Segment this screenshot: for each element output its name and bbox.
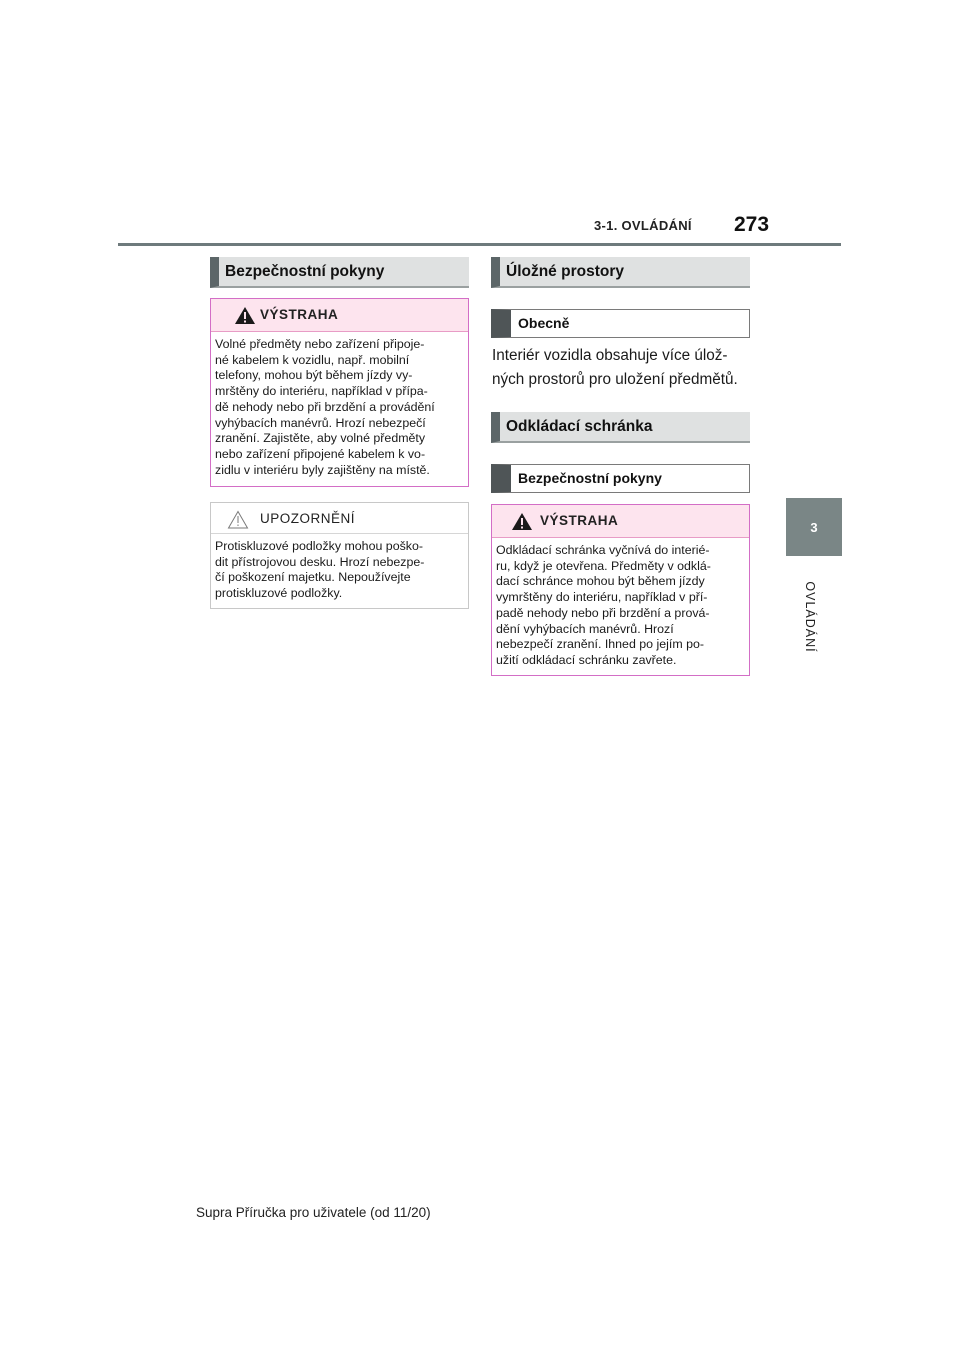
intro-paragraph	[492, 344, 752, 392]
section-heading-text: Úložné prostory	[506, 263, 624, 280]
notice-title: UPOZORNĚNÍ	[260, 511, 356, 526]
warning-line: né kabelem k vozidlu, např. mobilní	[215, 352, 410, 367]
chapter-tab[interactable]	[786, 498, 842, 556]
warning-line: nebo zařízení připojené kabelem k vo-	[215, 446, 426, 461]
footer-text: Supra Příručka pro uživatele (od 11/20)	[196, 1205, 431, 1220]
section-label: 3-1. OVLÁDÁNÍ	[594, 218, 692, 233]
warning-line: Odkládací schránka vyčnívá do interié-	[496, 543, 710, 557]
warning-line: dění vyhýbacích manévrů. Hrozí	[496, 621, 674, 636]
notice-line: dit přístrojovou desku. Hrozí nebezpe-	[215, 554, 425, 569]
warning-title: VÝSTRAHA	[540, 513, 619, 528]
chapter-side-label	[800, 570, 820, 670]
subheading-text: Obecně	[518, 315, 570, 331]
warning-line: dací schránce mohou být během jízdy	[496, 574, 705, 589]
warning-line: dě nehody nebo při brzdění a provádění	[215, 399, 435, 414]
page-number: 273	[734, 213, 770, 236]
paragraph-line: ných prostorů pro uložení předmětů.	[492, 371, 738, 388]
warning-triangle-outline-icon	[227, 510, 249, 529]
section-heading-safety	[210, 257, 469, 288]
notice-line: Protiskluzové podložky mohou poško-	[215, 539, 423, 553]
warning-line: padě nehody nebo při brzdění a prová-	[496, 605, 710, 620]
chapter-number: 3	[810, 519, 818, 535]
warning-line: mrštěny do interiéru, například v přípa-	[215, 384, 428, 399]
subheading-safety	[491, 464, 750, 493]
paragraph-line: Interiér vozidla obsahuje více úlož-	[492, 347, 728, 364]
warning-line: zranění. Zajistěte, aby volné předměty	[215, 431, 426, 446]
warning-triangle-filled-icon	[511, 512, 533, 531]
notice-text	[211, 534, 468, 602]
warning-line: nebezpečí zranění. Ihned po jejím po-	[496, 637, 705, 652]
notice-box-left	[210, 502, 469, 609]
section-heading-storage	[491, 257, 750, 288]
warning-header	[492, 505, 749, 538]
warning-text	[211, 332, 468, 478]
notice-header	[211, 503, 468, 534]
subheading-general	[491, 309, 750, 338]
warning-line: Volné předměty nebo zařízení připoje-	[215, 337, 425, 351]
warning-text	[492, 538, 749, 669]
notice-line: čí poškození majetku. Nepoužívejte	[215, 570, 411, 585]
header-rule	[118, 243, 841, 246]
warning-header	[211, 299, 468, 332]
section-heading-text: Bezpečnostní pokyny	[225, 263, 385, 280]
section-heading-glovebox	[491, 412, 750, 443]
warning-line: vyhýbacích manévrů. Hrozí nebezpečí	[215, 415, 426, 430]
warning-line: zidlu v interiéru byly zajištěny na místě.	[215, 462, 430, 477]
warning-line: ru, když je otevřena. Předměty v odklá-	[496, 558, 711, 573]
warning-line: užití odkládací schránku zavřete.	[496, 652, 677, 667]
warning-title: VÝSTRAHA	[260, 307, 339, 322]
warning-box-left	[210, 298, 469, 487]
warning-line: telefony, mohou být během jízdy vy-	[215, 368, 413, 383]
chapter-label: OVLÁDÁNÍ	[803, 581, 817, 653]
subheading-text: Bezpečnostní pokyny	[518, 470, 662, 486]
notice-line: protiskluzové podložky.	[215, 586, 343, 601]
warning-line: vymrštěny do interiéru, například v pří-	[496, 590, 708, 605]
warning-triangle-filled-icon	[234, 306, 256, 325]
section-heading-text: Odkládací schránka	[506, 418, 653, 435]
warning-box-right	[491, 504, 750, 676]
